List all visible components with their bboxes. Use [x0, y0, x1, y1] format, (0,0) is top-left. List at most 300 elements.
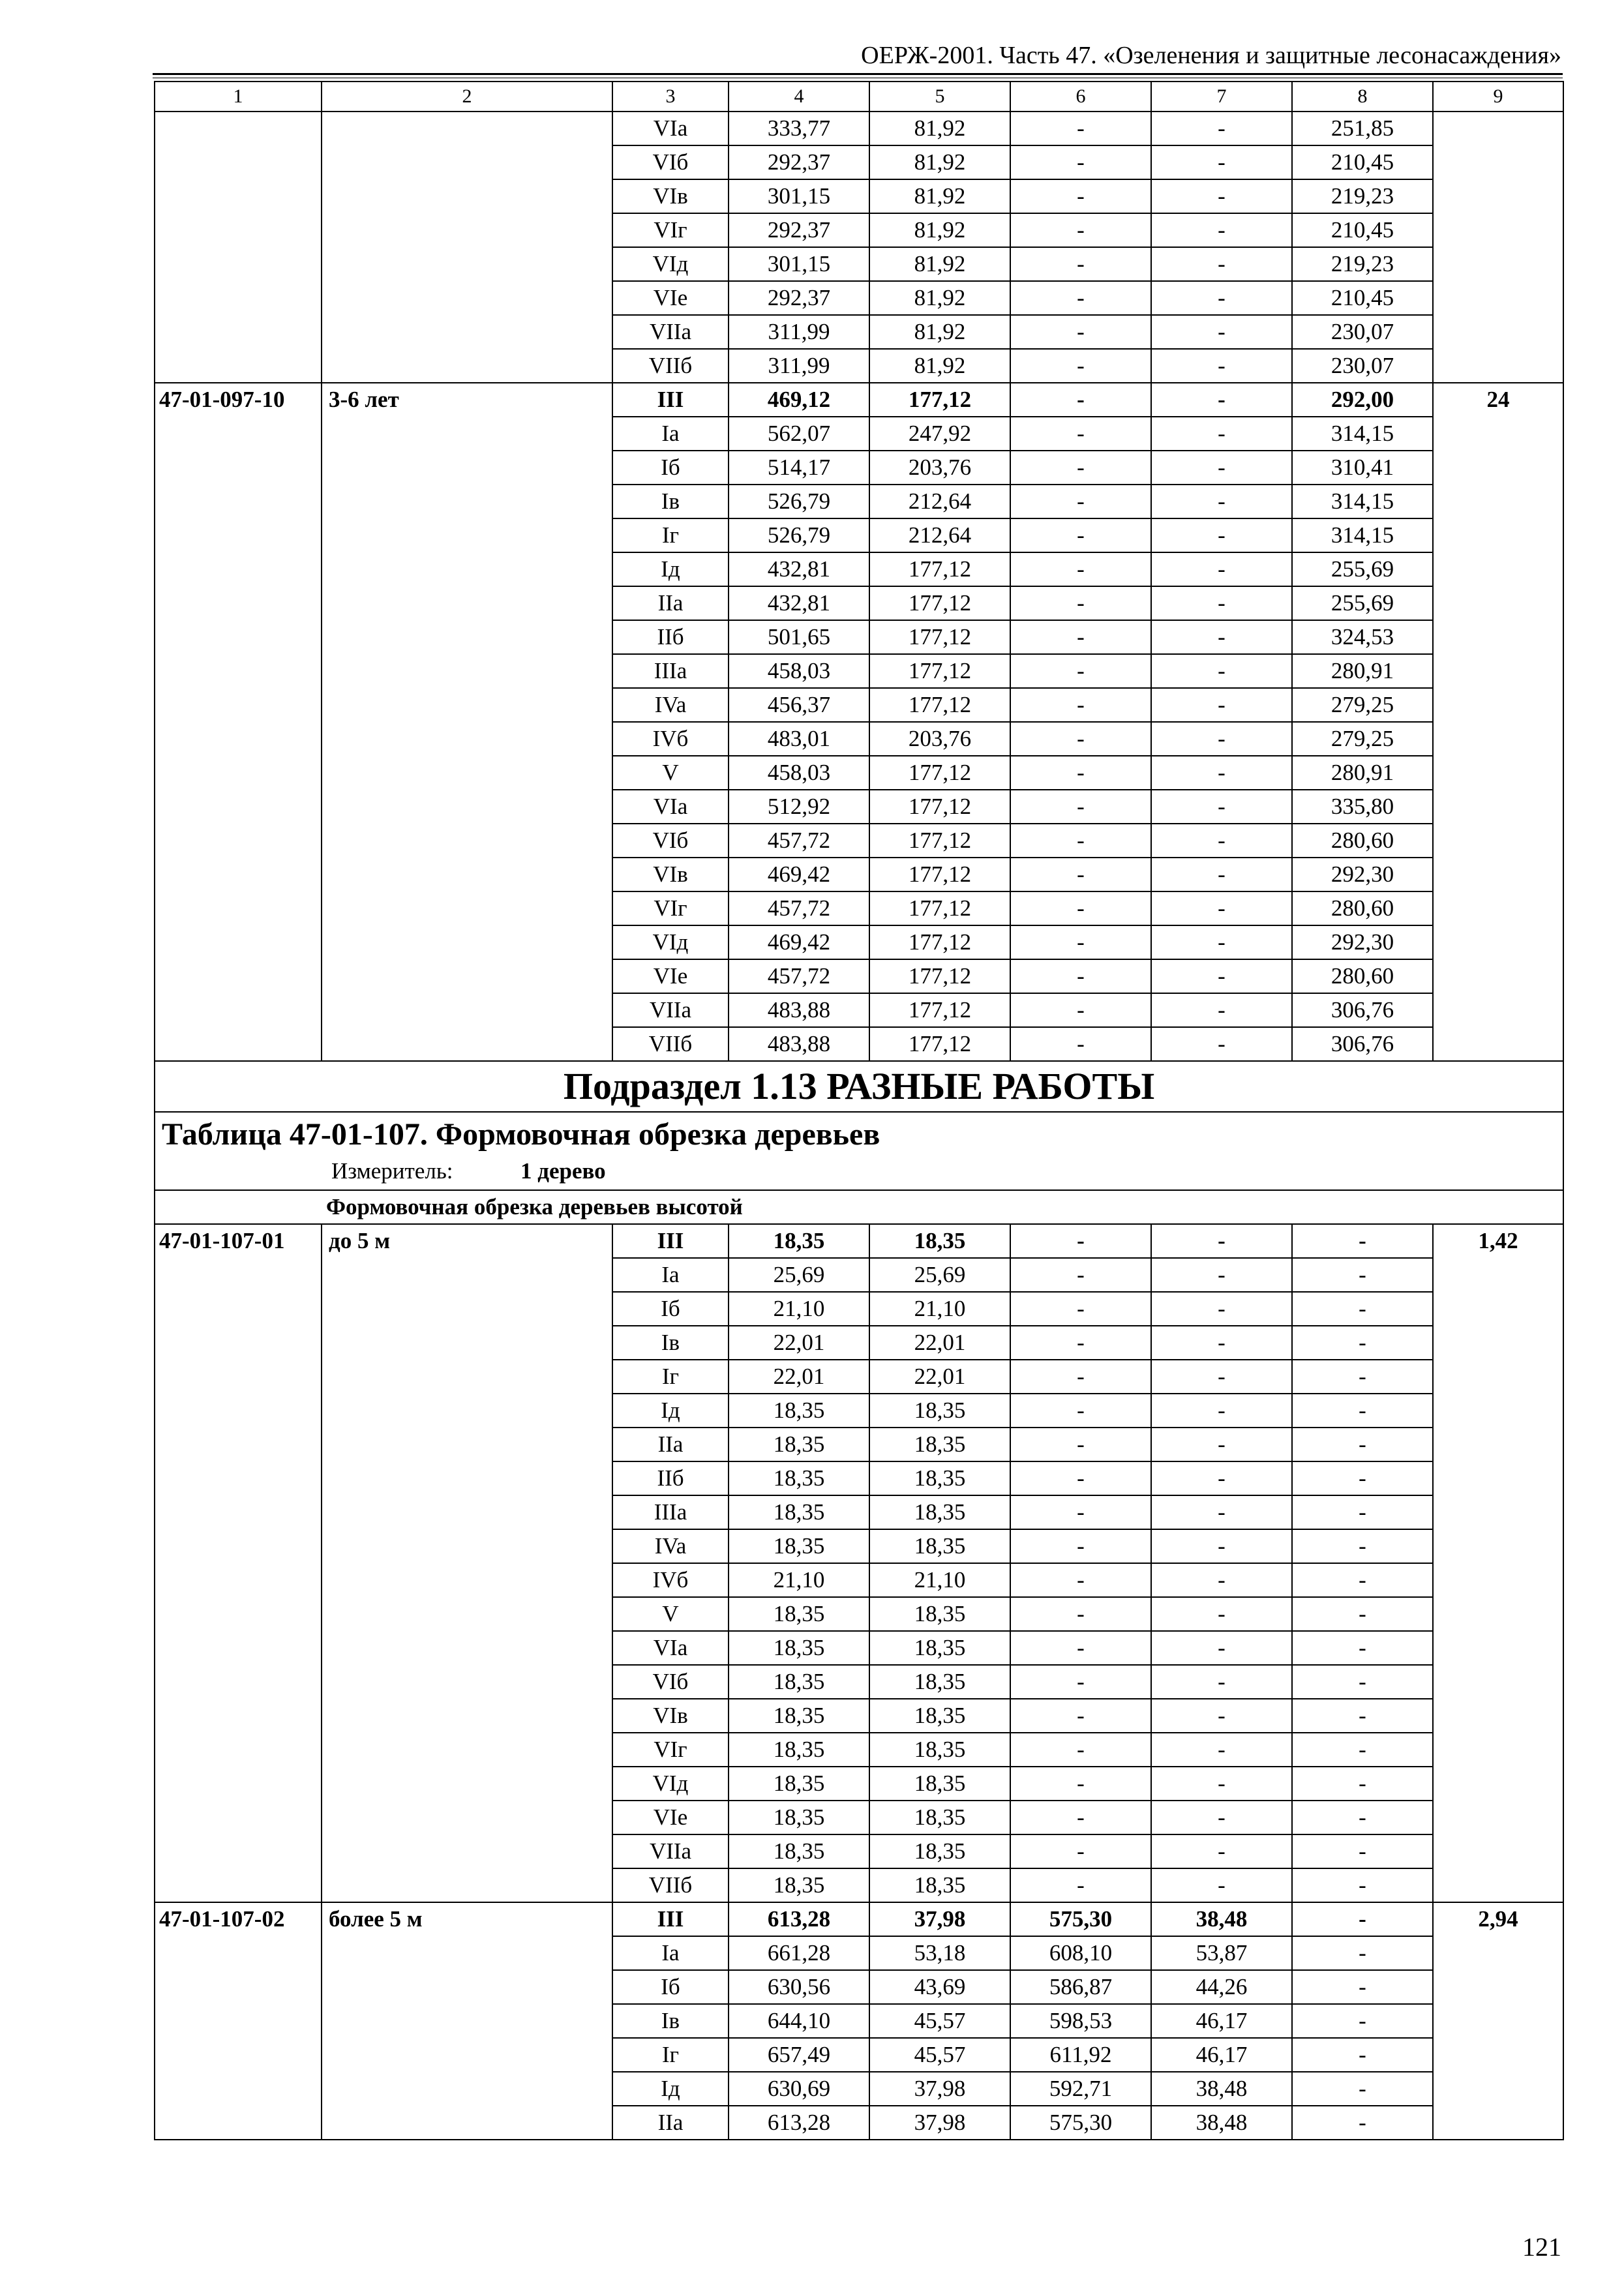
value-cell: -	[1292, 1428, 1433, 1461]
value-cell: VIa	[612, 1631, 729, 1665]
value-cell: 18,35	[729, 1394, 869, 1428]
value-cell: VIв	[612, 1699, 729, 1733]
value-cell: -	[1010, 1801, 1151, 1834]
value-cell: 38,48	[1151, 2072, 1292, 2106]
value-cell: 501,65	[729, 620, 869, 654]
value-cell: 177,12	[869, 1027, 1010, 1061]
value-cell: 38,48	[1151, 2106, 1292, 2140]
column-number: 7	[1151, 82, 1292, 112]
subsection-row	[155, 1061, 1563, 1112]
value-cell: 18,35	[869, 1699, 1010, 1733]
value-cell: 37,98	[869, 1902, 1010, 1936]
value-cell: -	[1151, 179, 1292, 213]
value-cell: -	[1010, 1292, 1151, 1326]
value-cell: -	[1151, 1665, 1292, 1699]
value-cell: 18,35	[869, 1529, 1010, 1563]
value-cell: -	[1292, 1360, 1433, 1394]
value-cell: 22,01	[729, 1360, 869, 1394]
value-cell: -	[1010, 586, 1151, 620]
value-cell: -	[1151, 1360, 1292, 1394]
value-cell: VIa	[612, 790, 729, 824]
value-cell: 230,07	[1292, 315, 1433, 349]
value-cell: 280,91	[1292, 756, 1433, 790]
value-cell: 432,81	[729, 552, 869, 586]
value-cell: -	[1151, 1597, 1292, 1631]
value-cell: 575,30	[1010, 2106, 1151, 2140]
coefficient-cell	[1433, 112, 1563, 383]
value-cell: 81,92	[869, 213, 1010, 247]
value-cell: -	[1292, 1563, 1433, 1597]
value-cell: 21,10	[729, 1563, 869, 1597]
value-cell: -	[1151, 1529, 1292, 1563]
value-cell: 177,12	[869, 688, 1010, 722]
value-cell: 18,35	[869, 1801, 1010, 1834]
value-cell: -	[1010, 179, 1151, 213]
value-cell: -	[1151, 891, 1292, 925]
value-cell: -	[1151, 790, 1292, 824]
value-cell: -	[1010, 145, 1151, 179]
value-cell: 219,23	[1292, 247, 1433, 281]
value-cell: 469,12	[729, 383, 869, 417]
value-cell: -	[1151, 451, 1292, 485]
value-cell: 598,53	[1010, 2004, 1151, 2038]
value-cell: VIe	[612, 1801, 729, 1834]
value-cell: -	[1151, 112, 1292, 145]
value-cell: 18,35	[729, 1461, 869, 1495]
value-cell: 280,60	[1292, 959, 1433, 993]
description-cell	[322, 112, 612, 383]
value-cell: IIб	[612, 620, 729, 654]
column-number: 1	[155, 82, 322, 112]
value-cell: 177,12	[869, 586, 1010, 620]
group-description-row	[155, 1190, 1563, 1224]
value-cell: -	[1292, 1834, 1433, 1868]
value-cell: -	[1292, 2072, 1433, 2106]
value-cell: Iд	[612, 1394, 729, 1428]
value-cell: 613,28	[729, 1902, 869, 1936]
table-title-cell	[155, 1112, 1563, 1190]
value-cell: 210,45	[1292, 213, 1433, 247]
value-cell: -	[1010, 485, 1151, 518]
value-cell: -	[1292, 1970, 1433, 2004]
value-cell: 432,81	[729, 586, 869, 620]
value-cell: -	[1010, 790, 1151, 824]
value-cell: -	[1010, 1495, 1151, 1529]
description-cell: до 5 м	[322, 1224, 612, 1902]
value-cell: -	[1151, 824, 1292, 858]
value-cell: 657,49	[729, 2038, 869, 2072]
description-cell: 3-6 лет	[322, 383, 612, 1061]
value-cell: Iб	[612, 1292, 729, 1326]
value-cell: -	[1151, 959, 1292, 993]
value-cell: VIд	[612, 925, 729, 959]
value-cell: -	[1151, 1495, 1292, 1529]
value-cell: IVб	[612, 722, 729, 756]
value-cell: -	[1292, 1868, 1433, 1902]
value-cell: 81,92	[869, 112, 1010, 145]
value-cell: -	[1151, 1428, 1292, 1461]
value-cell: 212,64	[869, 485, 1010, 518]
value-cell: V	[612, 1597, 729, 1631]
value-cell: -	[1292, 2106, 1433, 2140]
value-cell: 292,37	[729, 213, 869, 247]
value-cell: 314,15	[1292, 518, 1433, 552]
value-cell: -	[1151, 722, 1292, 756]
value-cell: -	[1010, 824, 1151, 858]
value-cell: VIг	[612, 891, 729, 925]
value-cell: 18,35	[869, 1224, 1010, 1258]
value-cell: 25,69	[729, 1258, 869, 1292]
value-cell: 18,35	[869, 1665, 1010, 1699]
value-cell: -	[1151, 1631, 1292, 1665]
value-cell: 45,57	[869, 2038, 1010, 2072]
value-cell: 608,10	[1010, 1936, 1151, 1970]
value-cell: 177,12	[869, 993, 1010, 1027]
value-cell: -	[1010, 688, 1151, 722]
value-cell: 333,77	[729, 112, 869, 145]
column-number: 6	[1010, 82, 1151, 112]
value-cell: Iв	[612, 1326, 729, 1360]
value-cell: 177,12	[869, 925, 1010, 959]
value-cell: -	[1010, 1461, 1151, 1495]
value-cell: 292,30	[1292, 925, 1433, 959]
value-cell: 18,35	[869, 1495, 1010, 1529]
value-cell: -	[1010, 1699, 1151, 1733]
page-header-title: ОЕРЖ-2001. Часть 47. «Озеленения и защитные лесонасаждения»	[861, 42, 1561, 69]
value-cell: 18,35	[869, 1428, 1010, 1461]
value-cell: 512,92	[729, 790, 869, 824]
value-cell: 81,92	[869, 247, 1010, 281]
value-cell: VIд	[612, 1767, 729, 1801]
value-cell: -	[1292, 1326, 1433, 1360]
value-cell: -	[1010, 1394, 1151, 1428]
value-cell: -	[1010, 1767, 1151, 1801]
value-cell: -	[1292, 1224, 1433, 1258]
value-cell: -	[1010, 349, 1151, 383]
value-cell: -	[1292, 1631, 1433, 1665]
value-cell: 18,35	[869, 1733, 1010, 1767]
value-cell: -	[1010, 858, 1151, 891]
value-cell: -	[1292, 1394, 1433, 1428]
value-cell: 301,15	[729, 247, 869, 281]
value-cell: 46,17	[1151, 2004, 1292, 2038]
value-cell: -	[1010, 1529, 1151, 1563]
value-cell: 81,92	[869, 315, 1010, 349]
value-cell: IVa	[612, 688, 729, 722]
value-cell: -	[1151, 1224, 1292, 1258]
value-cell: 247,92	[869, 417, 1010, 451]
value-cell: -	[1151, 247, 1292, 281]
value-cell: 177,12	[869, 552, 1010, 586]
value-cell: 21,10	[869, 1292, 1010, 1326]
value-cell: 18,35	[729, 1733, 869, 1767]
value-cell: 292,00	[1292, 383, 1433, 417]
value-cell: VIв	[612, 858, 729, 891]
value-cell: 251,85	[1292, 112, 1433, 145]
subsection-title: Подраздел 1.13 РАЗНЫЕ РАБОТЫ	[155, 1061, 1563, 1112]
value-cell: 280,60	[1292, 891, 1433, 925]
value-cell: VIIб	[612, 349, 729, 383]
value-cell: IIa	[612, 2106, 729, 2140]
value-cell: VIб	[612, 145, 729, 179]
value-cell: 22,01	[869, 1360, 1010, 1394]
value-cell: 230,07	[1292, 349, 1433, 383]
value-cell: 562,07	[729, 417, 869, 451]
value-cell: -	[1151, 1394, 1292, 1428]
value-cell: -	[1010, 993, 1151, 1027]
value-cell: -	[1010, 925, 1151, 959]
value-cell: 586,87	[1010, 1970, 1151, 2004]
value-cell: 526,79	[729, 485, 869, 518]
value-cell: 613,28	[729, 2106, 869, 2140]
column-number: 9	[1433, 82, 1563, 112]
value-cell: -	[1010, 1224, 1151, 1258]
value-cell: 18,35	[729, 1834, 869, 1868]
value-cell: -	[1010, 1428, 1151, 1461]
value-cell: 22,01	[869, 1326, 1010, 1360]
value-cell: 630,56	[729, 1970, 869, 2004]
value-cell: 483,88	[729, 993, 869, 1027]
value-cell: -	[1151, 858, 1292, 891]
page-number: 121	[1522, 2232, 1561, 2262]
value-cell: VIб	[612, 1665, 729, 1699]
value-cell: 292,30	[1292, 858, 1433, 891]
value-cell: 457,72	[729, 891, 869, 925]
value-cell: VIг	[612, 1733, 729, 1767]
value-cell: 306,76	[1292, 993, 1433, 1027]
value-cell: 310,41	[1292, 451, 1433, 485]
value-cell: VIIб	[612, 1027, 729, 1061]
value-cell: 43,69	[869, 1970, 1010, 2004]
value-cell: IIa	[612, 1428, 729, 1461]
value-cell: 212,64	[869, 518, 1010, 552]
value-cell: 46,17	[1151, 2038, 1292, 2072]
value-cell: -	[1010, 451, 1151, 485]
table-row	[155, 383, 1563, 417]
header-rule	[153, 73, 1563, 75]
value-cell: 44,26	[1151, 1970, 1292, 2004]
value-cell: -	[1292, 1292, 1433, 1326]
group-description: Формовочная обрезка деревьев высотой	[155, 1190, 1563, 1224]
value-cell: -	[1151, 485, 1292, 518]
value-cell: Iд	[612, 2072, 729, 2106]
table-row	[155, 1902, 1563, 1936]
value-cell: 21,10	[729, 1292, 869, 1326]
value-cell: 37,98	[869, 2072, 1010, 2106]
value-cell: 526,79	[729, 518, 869, 552]
value-cell: Iг	[612, 518, 729, 552]
coefficient-cell: 2,94	[1433, 1902, 1563, 2140]
value-cell: -	[1151, 925, 1292, 959]
value-cell: -	[1151, 1834, 1292, 1868]
value-cell: VIв	[612, 179, 729, 213]
value-cell: Iг	[612, 2038, 729, 2072]
value-cell: -	[1010, 1027, 1151, 1061]
value-cell: VIe	[612, 281, 729, 315]
value-cell: 81,92	[869, 145, 1010, 179]
value-cell: 324,53	[1292, 620, 1433, 654]
value-cell: 18,35	[869, 1597, 1010, 1631]
value-cell: Ia	[612, 1936, 729, 1970]
value-cell: Iд	[612, 552, 729, 586]
value-cell: -	[1151, 1699, 1292, 1733]
table-row	[155, 112, 1563, 145]
value-cell: 279,25	[1292, 722, 1433, 756]
value-cell: VIIa	[612, 1834, 729, 1868]
value-cell: 456,37	[729, 688, 869, 722]
value-cell: -	[1151, 1258, 1292, 1292]
value-cell: 469,42	[729, 858, 869, 891]
coefficient-cell: 24	[1433, 383, 1563, 1061]
value-cell: -	[1010, 112, 1151, 145]
value-cell: 22,01	[729, 1326, 869, 1360]
value-cell: 644,10	[729, 2004, 869, 2038]
value-cell: 81,92	[869, 281, 1010, 315]
value-cell: 483,88	[729, 1027, 869, 1061]
value-cell: 255,69	[1292, 586, 1433, 620]
value-cell: 18,35	[729, 1767, 869, 1801]
value-cell: -	[1010, 620, 1151, 654]
value-cell: -	[1010, 891, 1151, 925]
code-cell: 47-01-097-10	[155, 383, 322, 1061]
value-cell: -	[1292, 1801, 1433, 1834]
value-cell: 177,12	[869, 824, 1010, 858]
value-cell: -	[1292, 1461, 1433, 1495]
value-cell: 458,03	[729, 654, 869, 688]
value-cell: VIIa	[612, 315, 729, 349]
code-cell: 47-01-107-02	[155, 1902, 322, 2140]
value-cell: 292,37	[729, 145, 869, 179]
value-cell: -	[1151, 688, 1292, 722]
value-cell: -	[1292, 1495, 1433, 1529]
value-cell: -	[1010, 756, 1151, 790]
value-cell: -	[1010, 281, 1151, 315]
value-cell: -	[1010, 959, 1151, 993]
value-cell: -	[1010, 1326, 1151, 1360]
value-cell: 177,12	[869, 756, 1010, 790]
value-cell: Iб	[612, 451, 729, 485]
value-cell: 280,91	[1292, 654, 1433, 688]
value-cell: -	[1151, 1292, 1292, 1326]
value-cell: -	[1010, 1733, 1151, 1767]
value-cell: -	[1010, 247, 1151, 281]
rates-table	[154, 81, 1564, 2140]
value-cell: VIe	[612, 959, 729, 993]
value-cell: 177,12	[869, 790, 1010, 824]
value-cell: 335,80	[1292, 790, 1433, 824]
value-cell: 483,01	[729, 722, 869, 756]
value-cell: 177,12	[869, 383, 1010, 417]
value-cell: IVб	[612, 1563, 729, 1597]
value-cell: III	[612, 1902, 729, 1936]
value-cell: 203,76	[869, 722, 1010, 756]
value-cell: -	[1151, 349, 1292, 383]
code-cell	[155, 112, 322, 383]
value-cell: 18,35	[729, 1428, 869, 1461]
value-cell: 210,45	[1292, 145, 1433, 179]
value-cell: -	[1010, 1258, 1151, 1292]
value-cell: 219,23	[1292, 179, 1433, 213]
value-cell: 18,35	[869, 1631, 1010, 1665]
description-cell: более 5 м	[322, 1902, 612, 2140]
value-cell: 661,28	[729, 1936, 869, 1970]
table-title-row	[155, 1112, 1563, 1190]
value-cell: 457,72	[729, 824, 869, 858]
value-cell: -	[1151, 1733, 1292, 1767]
value-cell: 18,35	[729, 1631, 869, 1665]
value-cell: -	[1151, 281, 1292, 315]
value-cell: Ia	[612, 1258, 729, 1292]
column-number-row	[155, 82, 1563, 112]
value-cell: -	[1292, 1902, 1433, 1936]
value-cell: -	[1151, 756, 1292, 790]
value-cell: 469,42	[729, 925, 869, 959]
value-cell: -	[1292, 1258, 1433, 1292]
value-cell: 18,35	[869, 1834, 1010, 1868]
value-cell: 18,35	[729, 1699, 869, 1733]
value-cell: 311,99	[729, 315, 869, 349]
value-cell: -	[1010, 1360, 1151, 1394]
value-cell: 301,15	[729, 179, 869, 213]
value-cell: 279,25	[1292, 688, 1433, 722]
table-row	[155, 1224, 1563, 1258]
value-cell: -	[1151, 1868, 1292, 1902]
value-cell: Iг	[612, 1360, 729, 1394]
value-cell: -	[1151, 518, 1292, 552]
value-cell: 18,35	[869, 1868, 1010, 1902]
value-cell: -	[1151, 145, 1292, 179]
value-cell: 53,87	[1151, 1936, 1292, 1970]
value-cell: -	[1151, 654, 1292, 688]
value-cell: -	[1151, 1027, 1292, 1061]
value-cell: III	[612, 383, 729, 417]
value-cell: 575,30	[1010, 1902, 1151, 1936]
value-cell: VIIa	[612, 993, 729, 1027]
value-cell: -	[1151, 552, 1292, 586]
value-cell: -	[1010, 1665, 1151, 1699]
value-cell: -	[1010, 1631, 1151, 1665]
value-cell: 37,98	[869, 2106, 1010, 2140]
column-number: 4	[729, 82, 869, 112]
value-cell: 458,03	[729, 756, 869, 790]
value-cell: V	[612, 756, 729, 790]
value-cell: -	[1010, 1563, 1151, 1597]
value-cell: 18,35	[869, 1394, 1010, 1428]
value-cell: -	[1010, 383, 1151, 417]
value-cell: -	[1151, 213, 1292, 247]
value-cell: -	[1292, 2004, 1433, 2038]
value-cell: -	[1292, 1936, 1433, 1970]
value-cell: Ia	[612, 417, 729, 451]
value-cell: 311,99	[729, 349, 869, 383]
value-cell: -	[1151, 1767, 1292, 1801]
value-cell: -	[1010, 722, 1151, 756]
value-cell: VIб	[612, 824, 729, 858]
value-cell: 21,10	[869, 1563, 1010, 1597]
measure-value: 1 дерево	[520, 1158, 606, 1184]
value-cell: 210,45	[1292, 281, 1433, 315]
column-number: 5	[869, 82, 1010, 112]
value-cell: 177,12	[869, 654, 1010, 688]
value-cell: IIб	[612, 1461, 729, 1495]
value-cell: 592,71	[1010, 2072, 1151, 2106]
value-cell: -	[1292, 1767, 1433, 1801]
value-cell: Iб	[612, 1970, 729, 2004]
column-number: 2	[322, 82, 612, 112]
value-cell: 314,15	[1292, 417, 1433, 451]
value-cell: -	[1292, 1699, 1433, 1733]
value-cell: -	[1010, 315, 1151, 349]
